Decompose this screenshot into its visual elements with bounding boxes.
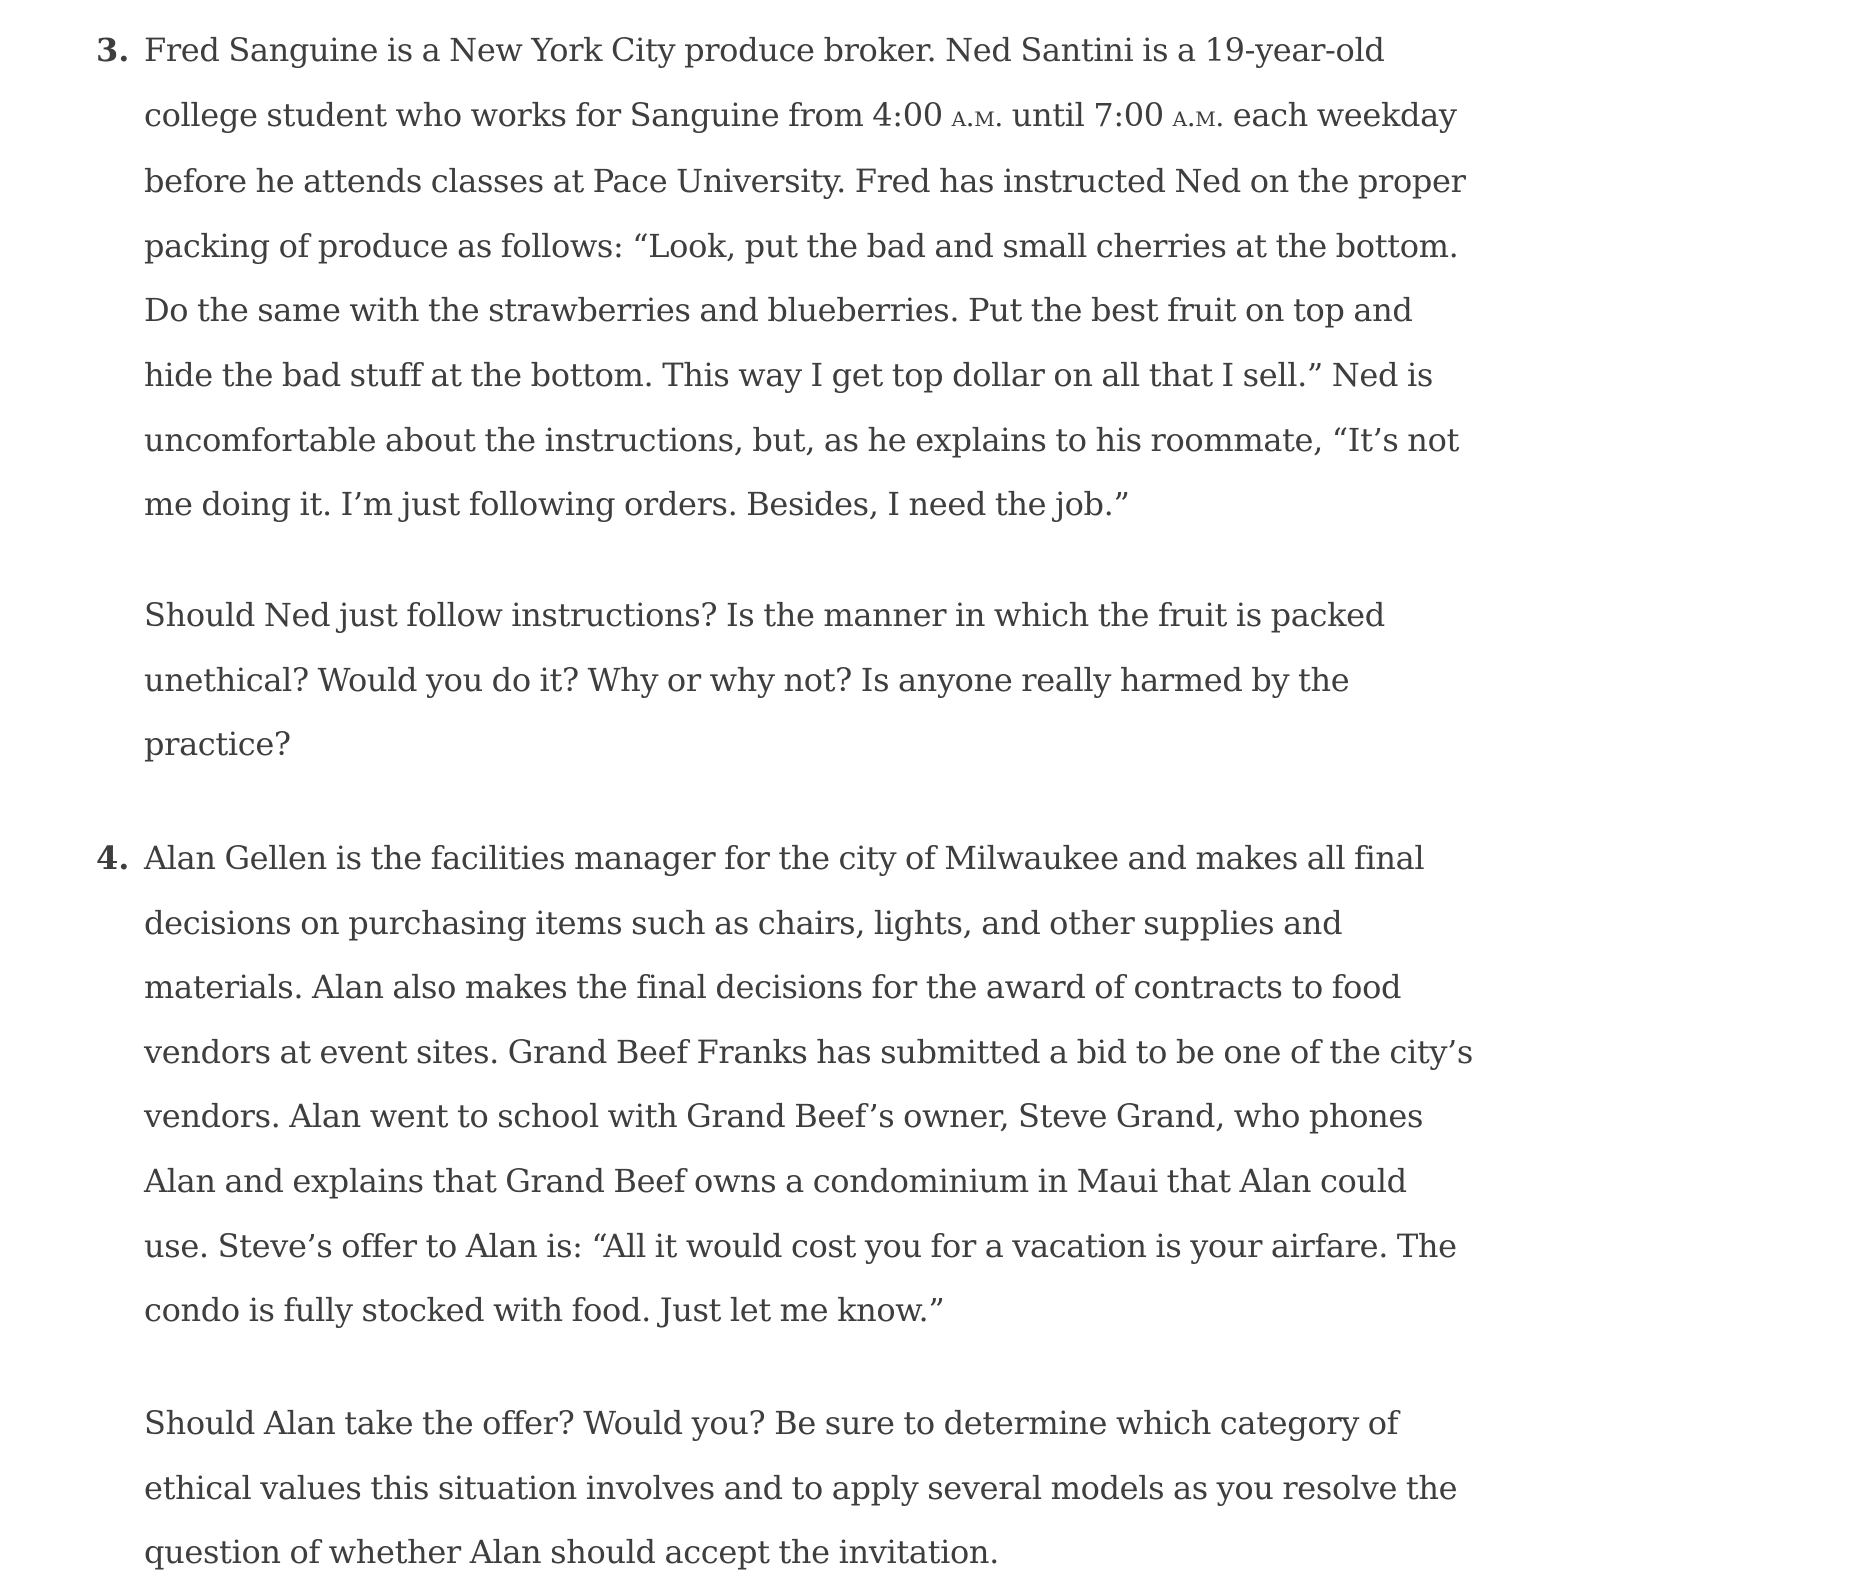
question-paragraph xyxy=(144,1391,1458,1585)
text-line: decisions on purchasing items such as chairs, lights, and other supplies and xyxy=(144,903,1343,942)
item-number: 3. xyxy=(96,31,130,69)
question-paragraph xyxy=(144,583,1444,777)
text-line: materials. Alan also makes the final decisions for the award of contracts to food xyxy=(144,968,1402,1007)
text-line: Should Alan take the offer? Would you? Be sure to determine which category of xyxy=(144,1404,1399,1442)
text-line: packing of produce as follows: “Look, put the bad and small cherries at the bottom. xyxy=(144,226,1459,265)
text-line: uncomfortable about the instructions, but, as he explains to his roommate, “It’s not xyxy=(144,420,1459,459)
text-line: condo is fully stocked with food. Just let me know.” xyxy=(144,1291,945,1330)
text-line: Alan and explains that Grand Beef owns a condominium in Maui that Alan could xyxy=(144,1161,1407,1200)
text-line: Do the same with the strawberries and blueberries. Put the best fruit on top and xyxy=(144,291,1413,330)
scenario-paragraph xyxy=(144,826,1473,1343)
text-line: practice? xyxy=(144,725,291,764)
small-caps-text: a.m. xyxy=(951,99,1003,133)
text-line: vendors at event sites. Grand Beef Franks has submitted a bid to be one of the city’s xyxy=(144,1032,1473,1071)
text-line: unethical? Would you do it? Why or why not? Is anyone really harmed by the xyxy=(144,660,1350,699)
text-line: Fred Sanguine is a New York City produce broker. Ned Santini is a 19-year-old xyxy=(144,31,1385,69)
small-caps-text: a.m. xyxy=(1172,99,1224,133)
text-line: use. Steve’s offer to Alan is: “All it would cost you for a vacation is your airfare. The xyxy=(144,1226,1457,1265)
text-line: Should Ned just follow instructions? Is the manner in which the fruit is packed xyxy=(144,596,1385,634)
text-line: ethical values this situation involves and to apply several models as you resolve the xyxy=(144,1468,1458,1507)
text-line: vendors. Alan went to school with Grand Beef’s owner, Steve Grand, who phones xyxy=(144,1097,1424,1136)
text-line: me doing it. I’m just following orders. Besides, I need the job.” xyxy=(144,485,1130,524)
text-line: before he attends classes at Pace University. Fred has instructed Ned on the proper xyxy=(144,162,1466,201)
text-line: college student who works for Sanguine from 4:00 a.m. until 7:00 a.m. each weekday xyxy=(144,95,1457,134)
text-line: question of whether Alan should accept the invitation. xyxy=(144,1533,999,1572)
text-line: hide the bad stuff at the bottom. This way I get top dollar on all that I sell.” Ned is xyxy=(144,355,1433,394)
item-number: 4. xyxy=(96,839,130,877)
scenario-paragraph xyxy=(144,18,1466,537)
text-line: Alan Gellen is the facilities manager for the city of Milwaukee and makes all final xyxy=(144,839,1425,877)
